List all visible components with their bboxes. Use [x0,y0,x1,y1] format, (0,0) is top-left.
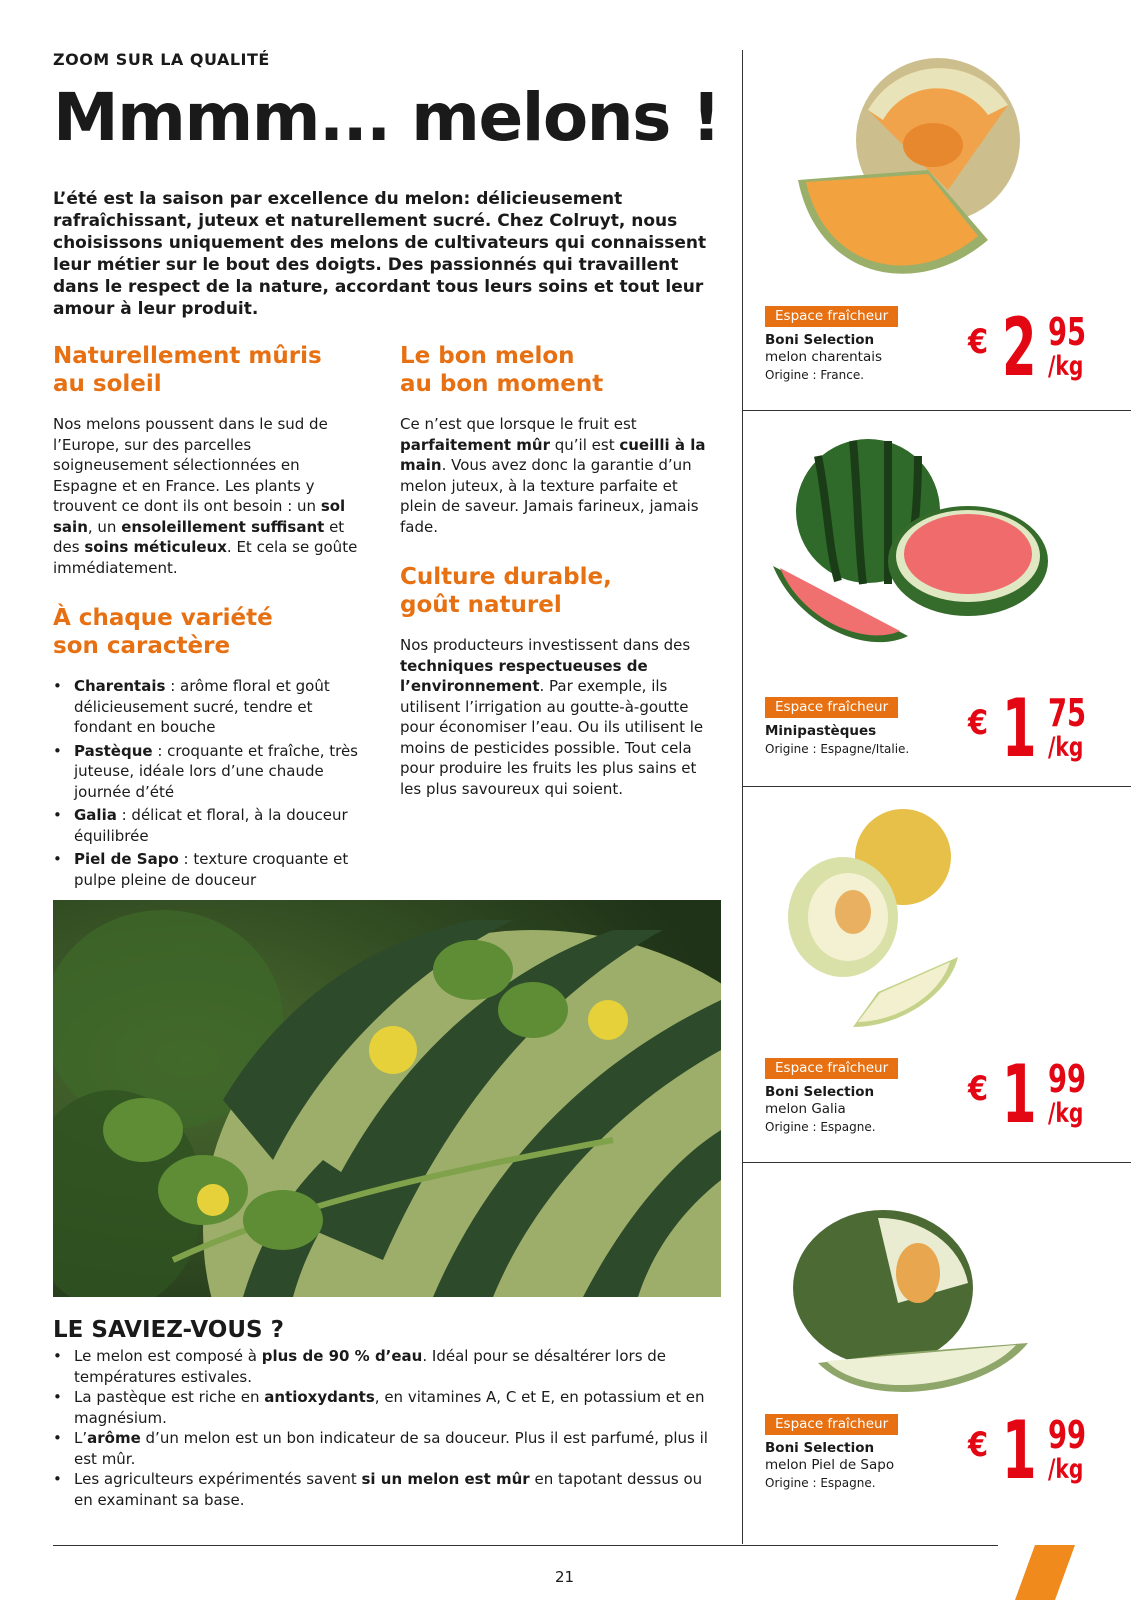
price-integer: 2 [1002,301,1037,394]
price-unit: /kg [1048,1454,1084,1485]
product-description: melon Piel de Sapo [765,1457,895,1473]
list-item: • Charentais : arôme floral et goût délicieusement sucré, tendre et fondant en bouche [53,676,363,738]
watermelon-plant-illustration [53,900,721,1297]
galia-melon-image [758,807,1058,1057]
orange-corner-shape [1000,1545,1131,1600]
price-tag [968,301,1108,412]
section-kicker: ZOOM SUR LA QUALITÉ [53,50,270,69]
list-item: • Le melon est composé à plus de 90 % d’eau. Idéal pour se désaltérer lors de températures estivales. [53,1346,713,1387]
product-card-charentais [743,50,1131,410]
product-brand: Boni Selection [765,1440,875,1456]
price-decimal: 75 [1048,691,1087,735]
product-origin: Origine : Espagne. [765,1476,876,1490]
product-info [765,1413,945,1493]
list-item: • Piel de Sapo : texture croquante et pulpe pleine de douceur [53,849,363,890]
list-item: • Galia : délicat et floral, à la douceur équilibrée [53,805,363,846]
store-tag: Espace fraîcheur [765,697,898,718]
product-brand: Boni Selection [765,1084,875,1100]
heading-culture: Culture durable, goût naturel [400,564,612,618]
product-origin: Origine : France. [765,368,865,382]
right-column [400,342,710,799]
price-decimal: 95 [1048,310,1087,354]
price-integer: 1 [1002,1404,1037,1497]
product-description: melon Galia [765,1101,846,1117]
price-currency: € [968,1425,989,1465]
heading-soleil: Naturellement mûris au soleil [53,343,322,397]
list-item: • Les agriculteurs expérimentés savent si un melon est mûr en tapotant dessus ou en examinant sa base. [53,1469,713,1510]
product-brand: Minipastèques [765,723,877,739]
did-you-know-box [53,1317,713,1510]
product-origin: Origine : Espagne. [765,1120,876,1134]
variety-list [53,676,363,890]
store-tag: Espace fraîcheur [765,306,898,327]
did-you-know-list [53,1346,713,1510]
product-brand: Boni Selection [765,332,875,348]
did-you-know-title: LE SAVIEZ-VOUS ? [53,1317,284,1343]
paragraph-soleil: Nos melons poussent dans le sud de l’Europe, sur des parcelles soigneusement sélectionnées en Espagne et en France. Les plants y trouvent ce dont ils ont besoin : un sol sain, un ensoleillement suffisant et des soins méticuleux. Et cela se goûte immédiatement. [53,415,358,577]
product-info [765,1057,945,1137]
paragraph-culture: Nos producteurs investissent dans des techniques respectueuses de l’environnement. Par exemple, ils utilisent l’irrigation au goutte-à-goutte pour économiser l’eau. Ou ils utilisent le moins de pesticides possible. Tout cela pour produire les fruits les plus sains et les plus savoureux qui soient. [400,636,704,798]
heading-variete: À chaque variété son caractère [53,605,273,659]
list-item: • Pastèque : croquante et fraîche, très juteuse, idéale lors d’une chaude journée d’été [53,741,363,803]
left-column [53,342,363,893]
product-card-minipasteques [743,411,1131,786]
price-integer: 1 [1002,1048,1037,1141]
price-integer: 1 [1002,682,1037,775]
price-unit: /kg [1048,1098,1084,1129]
price-tag [968,1404,1108,1515]
product-description: melon charentais [765,349,883,365]
product-card-galia [743,787,1131,1162]
heading-moment: Le bon melon au bon moment [400,343,604,397]
store-tag: Espace fraîcheur [765,1414,898,1435]
piel-de-sapo-melon-image [758,1193,1058,1433]
list-item: • L’arôme d’un melon est un bon indicateur de sa douceur. Plus il est parfumé, plus il est mûr. [53,1428,713,1469]
intro-paragraph: L’été est la saison par excellence du melon: délicieusement rafraîchissant, juteux et naturellement sucré. Chez Colruyt, nous choisissons uniquement des melons de cultivateurs qui connaissent leur métier sur le bout des doigts. Des passionnés qui travaillent dans le respect de la nature, accordant tous leurs soins et tout leur amour à leur produit. [53,189,707,319]
page-number: 21 [555,1568,575,1586]
watermelon-image [758,426,1058,676]
price-currency: € [968,1069,989,1109]
price-unit: /kg [1048,732,1084,763]
page-title: Mmmm... melons ! [53,79,721,156]
price-decimal: 99 [1048,1413,1087,1457]
product-info [765,305,945,385]
price-currency: € [968,703,989,743]
price-decimal: 99 [1048,1057,1087,1101]
price-tag [968,682,1108,793]
price-tag [968,1048,1108,1159]
product-info [765,696,945,759]
price-currency: € [968,322,989,362]
list-item: • La pastèque est riche en antioxydants, en vitamines A, C et E, en potassium et en magnésium. [53,1387,713,1428]
watermelon-field-photo [53,900,721,1297]
paragraph-moment: Ce n’est que lorsque le fruit est parfaitement mûr qu’il est cueilli à la main. Vous avez donc la garantie d’un melon juteux, à la texture parfaite et plein de saveur. Jamais farineux, jamais fade. [400,415,706,536]
footer-rule [53,1545,998,1546]
charentais-melon-image [758,50,1058,290]
product-origin: Origine : Espagne/Italie. [765,742,910,756]
price-unit: /kg [1048,351,1084,382]
store-tag: Espace fraîcheur [765,1058,898,1079]
product-card-piel-de-sapo [743,1163,1131,1543]
